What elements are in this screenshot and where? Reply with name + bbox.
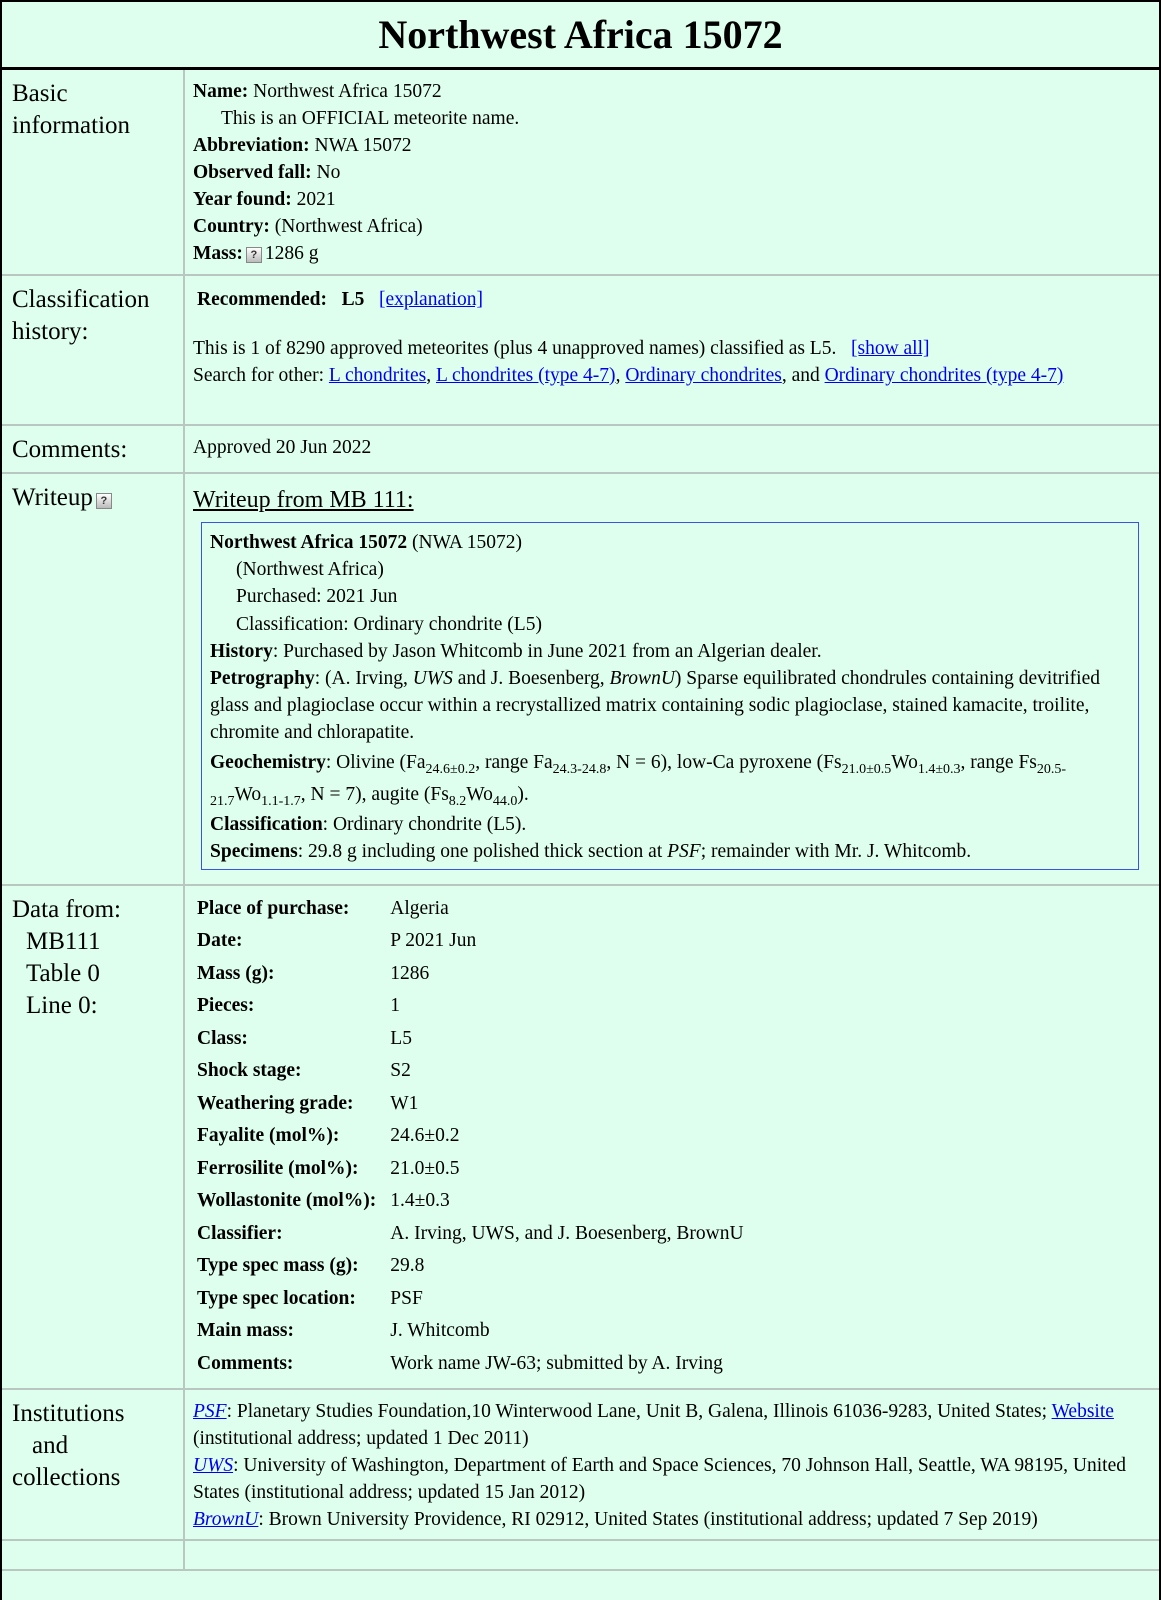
label-data-from <box>2 885 184 1389</box>
data-row-key: Mass (g): <box>197 962 275 984</box>
count-text: This is 1 of 8290 approved meteorites (plus 4 unapproved names) classified as L5. <box>193 338 837 359</box>
psf-link[interactable] <box>193 1401 227 1422</box>
data-row <box>193 1347 748 1380</box>
and-separator: , and <box>781 365 820 386</box>
data-row-key: Wollastonite (mol%): <box>197 1190 377 1212</box>
geo-text-5: , range Fs <box>960 751 1037 773</box>
data-row <box>193 1022 748 1055</box>
data-row <box>193 1315 748 1348</box>
institutions-label-3: collections <box>12 1463 121 1491</box>
label-classification-history: Classification history: <box>2 275 184 425</box>
mass-line <box>193 240 1153 267</box>
petrography-uws: UWS <box>412 668 453 690</box>
classification-key: Classification <box>210 813 323 835</box>
data-row <box>193 957 748 990</box>
institution-brownu <box>193 1506 1153 1533</box>
observed-fall-value: No <box>316 162 341 183</box>
data-row <box>193 1087 748 1120</box>
brownu-text: : Brown University Providence, RI 02912, United States (institutional address; updated 7 Sep 2019) <box>258 1508 1038 1530</box>
data-row-value: 1286 <box>390 962 430 984</box>
data-table <box>193 892 748 1380</box>
data-row-key: Shock stage: <box>197 1060 302 1082</box>
writeup-content <box>184 473 1159 885</box>
row-basic-information <box>2 70 1159 275</box>
institution-psf <box>193 1398 1153 1452</box>
data-from-table: Table 0 <box>26 960 100 988</box>
data-row-key: Classifier: <box>197 1222 283 1244</box>
geo-sub-1: 24.6±0.2 <box>425 761 476 777</box>
data-row <box>193 892 748 925</box>
page-title: Northwest Africa 15072 <box>2 2 1159 70</box>
official-note: This is an OFFICIAL meteorite name. <box>221 108 520 129</box>
geo-text-9: ). <box>517 783 529 805</box>
data-row <box>193 990 748 1023</box>
row-comments <box>2 425 1159 473</box>
data-from-label: Data from: <box>12 896 121 924</box>
data-from-line: Line 0: <box>26 992 98 1020</box>
data-row-key: Place of purchase: <box>197 897 350 919</box>
institutions-content <box>184 1389 1159 1540</box>
data-row-value: J. Whitcomb <box>390 1320 490 1342</box>
history-paragraph <box>210 638 1130 665</box>
data-row <box>193 1282 748 1315</box>
petrography-brownu: BrownU <box>609 668 675 690</box>
link-ordinary-chondrites[interactable]: Ordinary chondrites <box>625 365 782 386</box>
data-from-source: MB111 <box>26 928 101 956</box>
institution-uws <box>193 1452 1153 1506</box>
name-value: Northwest Africa 15072 <box>253 81 442 102</box>
link-l-chondrites-type[interactable]: L chondrites (type 4-7) <box>435 365 616 386</box>
data-row-key: Fayalite (mol%): <box>197 1125 340 1147</box>
label-next <box>2 1540 184 1570</box>
label-institutions <box>2 1389 184 1540</box>
petrography-text-b: and J. Boesenberg, <box>457 668 605 690</box>
institutions-label-1: Institutions <box>12 1399 125 1427</box>
data-row-value: 29.8 <box>390 1255 425 1277</box>
data-row-value: P 2021 Jun <box>390 930 477 952</box>
writeup-region: (Northwest Africa) <box>236 559 384 581</box>
petrography-text-a: : (A. Irving, <box>314 668 408 690</box>
geo-sub-7: 8.2 <box>448 793 467 809</box>
data-row <box>193 1152 748 1185</box>
specimens-key: Specimens <box>210 840 298 862</box>
data-row <box>193 1120 748 1153</box>
row-data-from <box>2 885 1159 1389</box>
history-key: History <box>210 640 273 662</box>
psf-updated: (institutional address; updated 1 Dec 2011) <box>193 1427 529 1449</box>
geo-sub-2: 24.3-24.8 <box>552 761 607 777</box>
data-row-value: 1.4±0.3 <box>390 1190 450 1212</box>
abbreviation-value: NWA 15072 <box>314 135 412 156</box>
data-row-key: Pieces: <box>197 995 255 1017</box>
petrography-text-c: ) Sparse equilibrated chondrules containing devitrified glass and plagioclase occur within a recrystallized matrix containing sodic plagioclase, stained kamacite, troilite, chromite and chlorapatite. <box>210 668 1100 744</box>
country-key: Country: <box>193 216 270 237</box>
year-found-key: Year found: <box>193 189 292 210</box>
row-institutions <box>2 1389 1159 1540</box>
mass-help-icon[interactable]: ? <box>246 247 262 263</box>
year-found-line <box>193 186 1153 213</box>
uws-link[interactable] <box>193 1455 233 1476</box>
data-row <box>193 1250 748 1283</box>
institutions-label-2: and <box>32 1431 69 1459</box>
data-row-value: W1 <box>390 1092 419 1114</box>
psf-website-link[interactable]: Website <box>1051 1400 1114 1422</box>
next-content <box>184 1540 1159 1570</box>
classification-count <box>193 335 1153 362</box>
geo-sub-5: 20.5-21.7 <box>210 761 1067 809</box>
explanation-link[interactable]: [explanation] <box>378 289 483 310</box>
data-row-value: PSF <box>390 1287 423 1309</box>
data-row-key: Class: <box>197 1027 248 1049</box>
writeup-name-line <box>210 529 1130 556</box>
geo-sub-4: 1.4±0.3 <box>917 761 961 777</box>
label-writeup <box>2 473 184 885</box>
writeup-help-icon[interactable]: ? <box>96 493 112 509</box>
data-row-value: A. Irving, UWS, and J. Boesenberg, BrownU <box>390 1222 744 1244</box>
label-comments: Comments: <box>2 425 184 473</box>
specimens-paragraph <box>210 838 1130 865</box>
search-prefix: Search for other: <box>193 365 325 386</box>
classification-text: : Ordinary chondrite (L5). <box>322 813 527 835</box>
country-value: (Northwest Africa) <box>274 216 423 237</box>
petrography-paragraph <box>210 665 1130 747</box>
data-row-key: Ferrosilite (mol%): <box>197 1157 359 1179</box>
year-found-value: 2021 <box>296 189 336 210</box>
record-table <box>2 70 1159 1571</box>
data-row-value: Algeria <box>390 897 449 919</box>
petrography-key: Petrography <box>210 668 315 690</box>
data-row <box>193 925 748 958</box>
geo-text-2: , range Fa <box>475 751 553 773</box>
geo-sub-3: 21.0±0.5 <box>841 761 892 777</box>
comments-value: Approved 20 Jun 2022 <box>184 425 1159 473</box>
classification-content <box>184 275 1159 425</box>
data-row-key: Type spec location: <box>197 1287 356 1309</box>
specimens-text-a: : 29.8 g including one polished thick section at <box>297 840 663 862</box>
specimens-text-b: ; remainder with Mr. J. Whitcomb. <box>700 840 972 862</box>
search-other: Search for other: L chondrites, L chondrites (type 4-7), Ordinary chondrites, and Ordinary chondrites (type 4-7) <box>193 365 1064 386</box>
data-row-value: Work name JW-63; submitted by A. Irving <box>390 1352 723 1374</box>
psf-link-text: PSF <box>193 1400 227 1422</box>
data-row-key: Main mass: <box>197 1320 294 1342</box>
geo-text-6: Wo <box>234 783 262 805</box>
writeup-classification-line: Classification: Ordinary chondrite (L5) <box>236 613 542 635</box>
row-next <box>2 1540 1159 1570</box>
uws-text: : University of Washington, Department of Earth and Space Sciences, 70 Johnson Hall, Seattle, WA 98195, United States (institutional address; updated 15 Jan 2012) <box>193 1454 1126 1503</box>
name-line <box>193 78 1153 105</box>
geo-text-8: Wo <box>466 783 493 805</box>
geo-sub-6: 1.1-1.7 <box>261 793 301 809</box>
writeup-label-text: Writeup <box>12 484 93 511</box>
history-text: : Purchased by Jason Whitcomb in June 2021 from an Algerian dealer. <box>272 640 822 662</box>
writeup-abbr: (NWA 15072) <box>412 532 522 553</box>
geo-sub-8: 44.0 <box>492 793 518 809</box>
writeup-box <box>201 522 1139 870</box>
observed-fall-line <box>193 159 1153 186</box>
recommended-key: Recommended: <box>197 289 327 310</box>
row-writeup <box>2 473 1159 885</box>
psf-text: : Planetary Studies Foundation,10 Winterwood Lane, Unit B, Galena, Illinois 61036-9283, United States; <box>226 1400 1048 1422</box>
recommended-line <box>193 286 1153 313</box>
data-row-value: S2 <box>390 1060 411 1082</box>
data-from-content <box>184 885 1159 1389</box>
recommended-value: L5 <box>341 289 365 310</box>
data-row-value: 1 <box>390 995 401 1017</box>
basic-information-content <box>184 70 1159 275</box>
data-row <box>193 1217 748 1250</box>
label-basic-information: Basic information <box>2 70 184 275</box>
classification-paragraph <box>210 811 1130 838</box>
link-l-chondrites[interactable]: L chondrites <box>328 365 427 386</box>
brownu-link-text: BrownU <box>193 1508 259 1530</box>
data-row-key: Type spec mass (g): <box>197 1255 359 1277</box>
geo-text-7: , N = 7), augite (Fs <box>300 783 449 805</box>
data-row-key: Weathering grade: <box>197 1092 354 1114</box>
show-all-link[interactable]: [show all] <box>850 338 930 359</box>
country-line <box>193 213 1153 240</box>
row-classification-history <box>2 275 1159 425</box>
data-row-key: Date: <box>197 930 243 952</box>
data-row-value: 21.0±0.5 <box>390 1157 460 1179</box>
data-row-key: Comments: <box>197 1352 294 1374</box>
data-row-value: 24.6±0.2 <box>390 1125 460 1147</box>
geo-text-1: : Olivine (Fa <box>325 751 426 773</box>
uws-link-text: UWS <box>193 1454 234 1476</box>
abbreviation-line <box>193 132 1153 159</box>
specimens-psf: PSF <box>667 840 701 862</box>
writeup-heading: Writeup from MB 111: <box>193 487 414 513</box>
abbreviation-key: Abbreviation: <box>193 135 310 156</box>
writeup-purchased: Purchased: 2021 Jun <box>236 586 398 608</box>
brownu-link[interactable] <box>193 1509 258 1530</box>
mass-key: Mass: <box>193 243 243 264</box>
writeup-name: Northwest Africa 15072 <box>210 532 408 553</box>
mass-value: 1286 g <box>264 243 319 264</box>
geochemistry-key: Geochemistry <box>210 751 326 773</box>
data-row <box>193 1055 748 1088</box>
data-row <box>193 1185 748 1218</box>
observed-fall-key: Observed fall: <box>193 162 312 183</box>
geo-text-3: , N = 6), low-Ca pyroxene (Fs <box>606 751 842 773</box>
name-key: Name: <box>193 81 249 102</box>
link-ordinary-chondrites-type[interactable]: Ordinary chondrites (type 4-7) <box>824 365 1064 386</box>
geochemistry-paragraph <box>210 747 1130 811</box>
data-row-value: L5 <box>390 1027 412 1049</box>
geo-text-4: Wo <box>891 751 918 773</box>
